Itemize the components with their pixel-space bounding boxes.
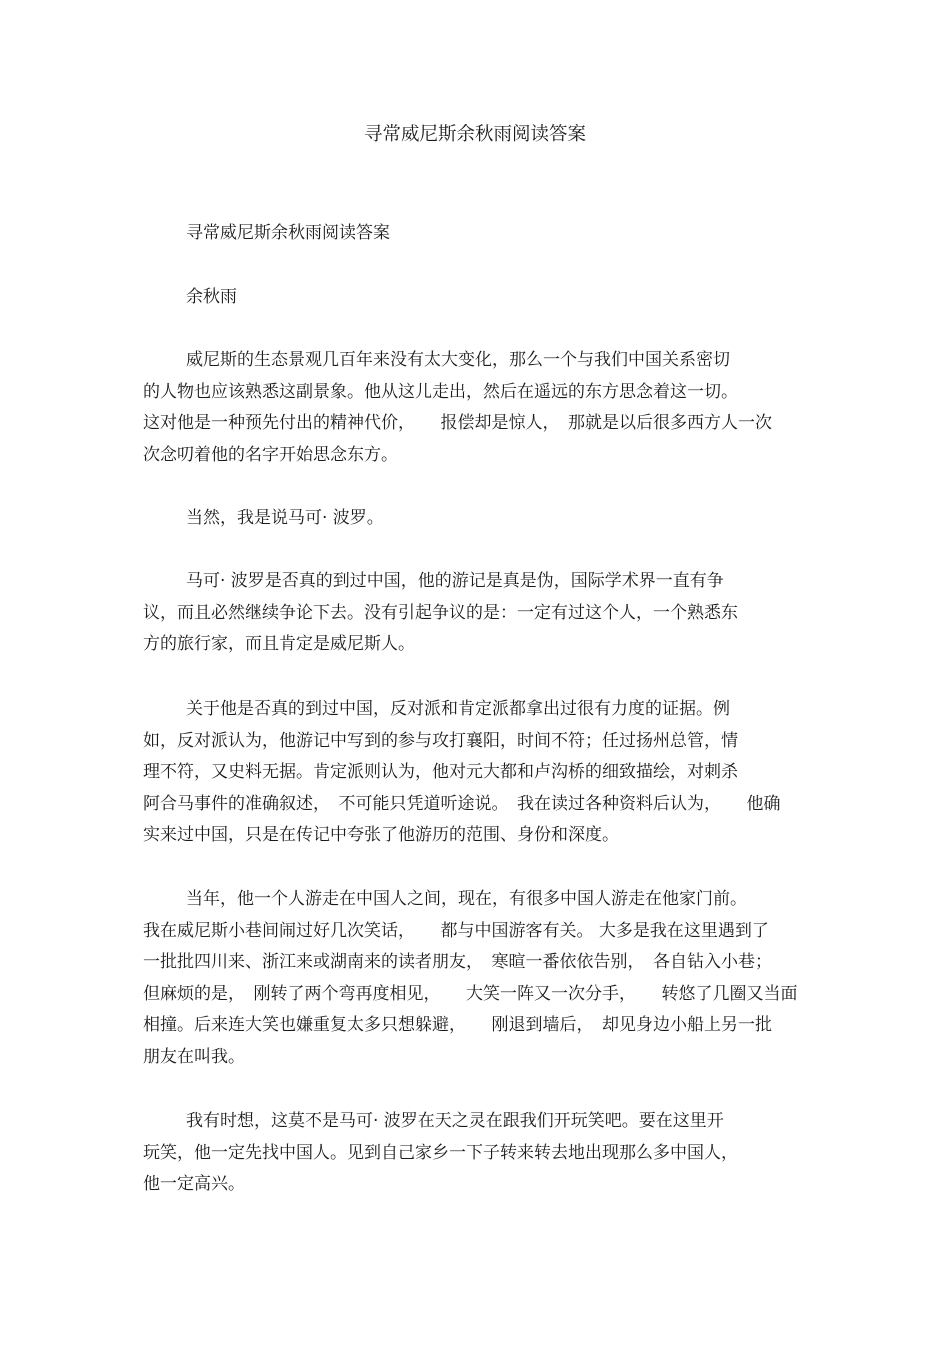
paragraph-line: 这对他是一种预先付出的精神代价， 报偿却是惊人， 那就是以后很多西方人一次 — [143, 413, 772, 434]
paragraph-line: 方的旅行家，而且肯定是威尼斯人。 — [143, 634, 415, 655]
paragraph-line: 朋友在叫我。 — [143, 1047, 245, 1067]
paragraph-line: 当年，他一个人游走在中国人之间，现在，有很多中国人游走在他家门前。 — [186, 889, 747, 909]
paragraph-line: 但麻烦的是， 刚转了两个弯再度相见， 大笑一阵又一次分手， 转悠了几圈又当面 — [143, 983, 798, 1004]
paragraph-line: 玩笑，他一定先找中国人。见到自己家乡一下子转来转去地出现那么多中国人， — [143, 1142, 738, 1163]
paragraph-line: 阿合马事件的准确叙述， 不可能只凭道听途说。 我在读过各种资料后认为， 他确 — [143, 793, 781, 814]
paragraph-line: 当然，我是说马可· 波罗。 — [186, 508, 384, 528]
paragraph-line: 我有时想，这莫不是马可· 波罗在天之灵在跟我们开玩笑吧。要在这里开 — [186, 1111, 724, 1131]
paragraph-line: 如，反对派认为，他游记中写到的参与攻打襄阳，时间不符；任过扬州总管，情 — [143, 730, 738, 751]
paragraph-line: 实来过中国，只是在传记中夸张了他游历的范围、身份和深度。 — [143, 825, 619, 846]
paragraph-line: 关于他是否真的到过中国，反对派和肯定派都拿出过很有力度的证据。例 — [186, 699, 730, 719]
paragraph-line: 理不符，又史料无据。肯定派则认为，他对元大都和卢沟桥的细致描绘，对刺杀 — [143, 762, 738, 783]
paragraph-line: 威尼斯的生态景观几百年来没有太大变化，那么一个与我们中国关系密切 — [186, 350, 730, 370]
paragraph-line: 余秋雨 — [186, 287, 237, 307]
document-title: 寻常威尼斯余秋雨阅读答案 — [363, 124, 586, 145]
paragraph-line: 马可· 波罗是否真的到过中国，他的游记是真是伪，国际学术界一直有争 — [186, 571, 724, 591]
paragraph-line: 我在威尼斯小巷间闹过好几次笑话， 都与中国游客有关。 大多是我在这里遇到了 — [143, 920, 769, 941]
paragraph-line: 次念叨着他的名字开始思念东方。 — [143, 444, 398, 465]
paragraph-line: 一批批四川来、浙江来或湖南来的读者朋友， 寒暄一番依依告别， 各自钻入小巷； — [143, 952, 772, 973]
paragraph-line: 的人物也应该熟悉这副景象。他从这儿走出，然后在遥远的东方思念着这一切。 — [143, 381, 738, 402]
paragraph-line: 议，而且必然继续争论下去。没有引起争议的是：一定有过这个人，一个熟悉东 — [143, 602, 738, 623]
paragraph-line: 相撞。后来连大笑也嫌重复太多只想躲避， 刚退到墙后， 却见身边小船上另一批 — [143, 1015, 772, 1036]
paragraph-line: 寻常威尼斯余秋雨阅读答案 — [186, 223, 390, 243]
paragraph-line: 他一定高兴。 — [143, 1174, 245, 1195]
